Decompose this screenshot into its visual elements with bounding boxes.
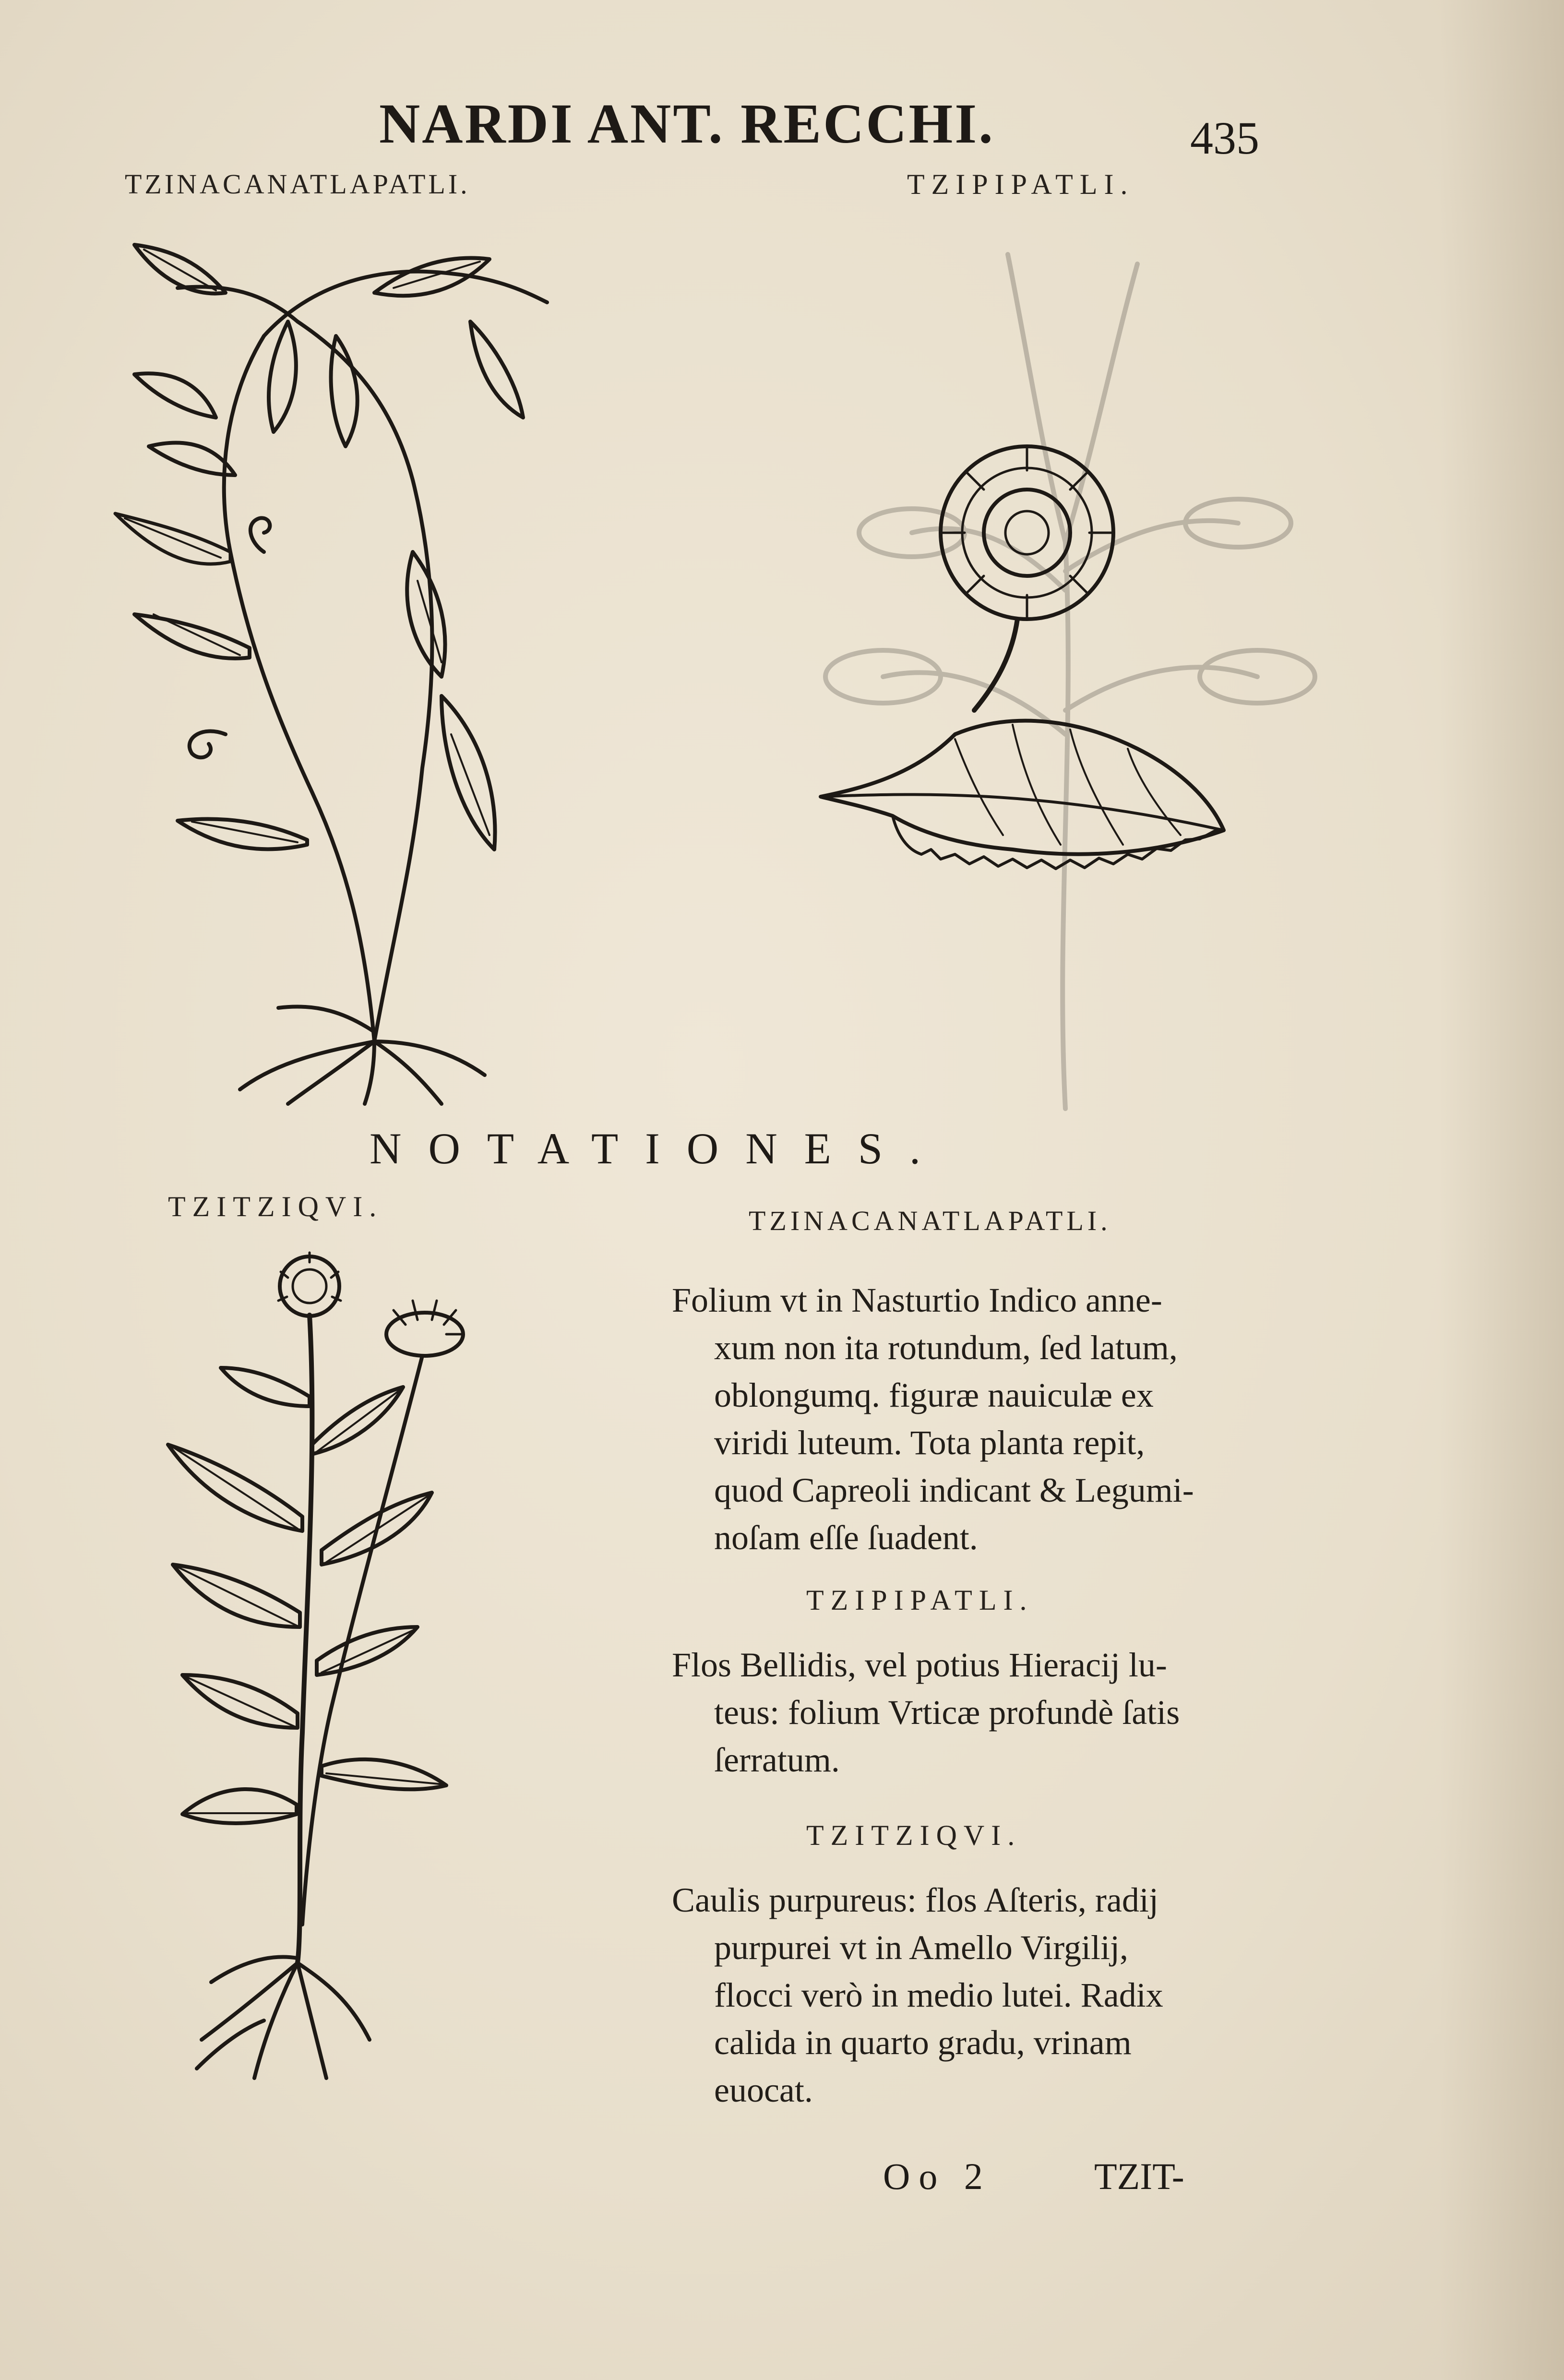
page-edge-shadow — [1439, 0, 1564, 2380]
section-body-tzinacanatlapatli — [672, 1277, 1194, 1562]
text-line: Caulis purpureus: flos Aſteris, radij — [672, 1881, 1158, 1919]
text-line: xum non ita rotundum, ſed latum, — [714, 1328, 1178, 1367]
section-body-tzipipatli — [672, 1641, 1180, 1784]
text-line: quod Capreoli indicant & Legumi- — [714, 1471, 1194, 1509]
text-line: purpurei vt in Amello Virgilij, — [714, 1928, 1128, 1967]
flower-with-serrated-leaf-woodcut-icon — [811, 442, 1233, 912]
text-line: Flos Bellidis, vel potius Hieracij lu- — [672, 1646, 1167, 1684]
notationes-title: NOTATIONES. — [370, 1124, 948, 1173]
text-line: flocci verò in medio lutei. Radix — [714, 1976, 1163, 2014]
text-line: oblongumq. figuræ nauiculæ ex — [714, 1376, 1154, 1414]
running-head: NARDI ANT. RECCHI. — [379, 92, 995, 155]
signature-mark: Oo 2 — [883, 2155, 991, 2197]
section-heading-tzipipatli: TZIPIPATLI. — [806, 1584, 1034, 1616]
page-number: 435 — [1190, 112, 1259, 164]
text-line: ſerratum. — [714, 1741, 840, 1779]
text-line: noſam eſſe ſuadent. — [714, 1519, 978, 1557]
section-heading-tzinacanatlapatli: TZINACANATLAPATLI. — [749, 1205, 1111, 1236]
section-body-tzitziqvi — [672, 1877, 1163, 2114]
caption-top-right: TZIPIPATLI. — [907, 168, 1134, 200]
text-line: euocat. — [714, 2071, 813, 2109]
caption-top-left: TZINACANATLAPATLI. — [125, 168, 470, 200]
section-heading-tzitziqvi: TZITZIQVI. — [806, 1819, 1022, 1851]
text-line: teus: folium Vrticæ profundè ſatis — [714, 1693, 1180, 1732]
climbing-plant-woodcut-icon — [106, 216, 585, 1104]
text-line: viridi luteum. Tota planta repit, — [714, 1423, 1145, 1462]
text-line: Folium vt in Nasturtio Indico anne- — [672, 1281, 1162, 1319]
text-line: calida in quarto gradu, vrinam — [714, 2023, 1132, 2062]
catchword: TZIT- — [1094, 2155, 1184, 2197]
aster-plant-woodcut-icon — [144, 1253, 480, 2083]
caption-bottom-left: TZITZIQVI. — [168, 1191, 383, 1222]
